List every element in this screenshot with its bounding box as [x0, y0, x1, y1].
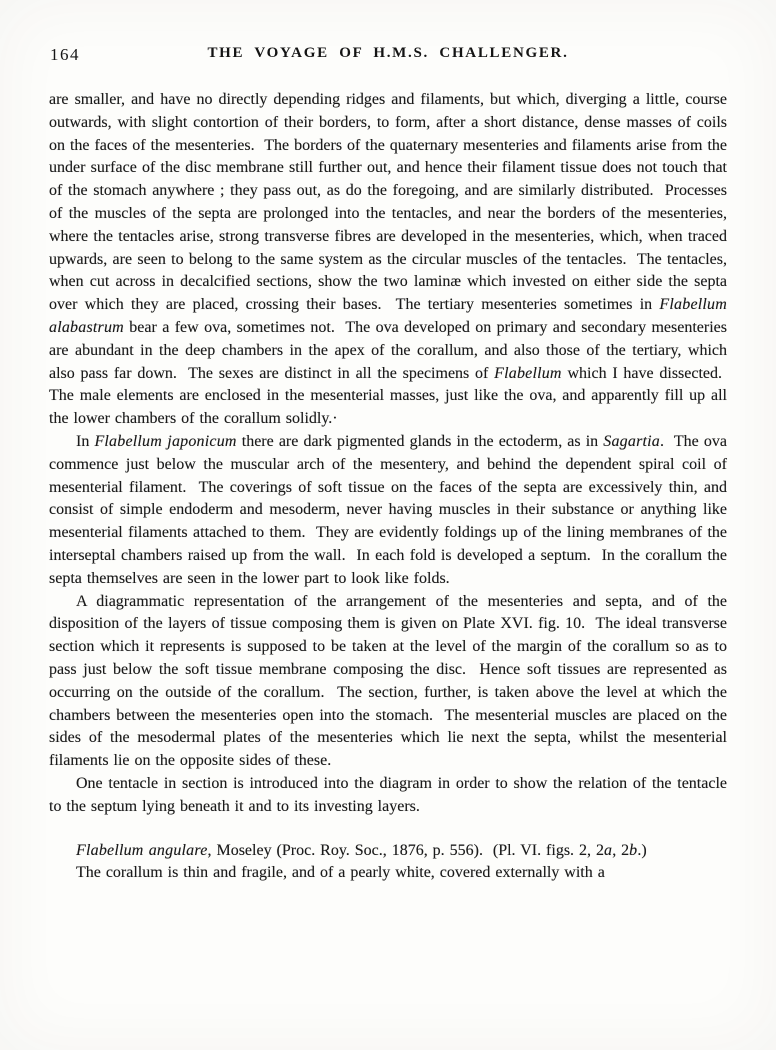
paragraph: [49, 840, 727, 863]
text-run: are smaller, and have no directly depending ridges and filaments, but which, diverging a little, course outwards, with slight contortion of their borders, to form, after a short distance, dense masses of coils on the faces of the mesenteries. The borders of the quaternary mesenteries and filaments arise from the under surface of the disc membrane still further out, and hence their filament tissue does not touch that of the stomach anywhere ; they pass out, as do the foregoing, and are similarly distributed. Processes of the muscles of the septa are prolonged into the tentacles, and near the borders of the mesenteries, where the tentacles arise, strong transverse fibres are developed in the mesenteries, which, when traced upwards, are seen to belong to the same system as the circular muscles of the tentacles. The tentacles, when cut across in decalcified sections, show the two laminæ which invested on either side the septa over which they are placed, crossing their bases. The tertiary mesenteries sometimes in: [49, 91, 727, 314]
paragraph: [49, 862, 727, 885]
text-run: The corallum is thin and fragile, and of a pearly white, covered externally with a: [76, 864, 605, 882]
italic-text-run: Flabellum japonicum: [94, 432, 237, 450]
paragraph: [49, 431, 727, 591]
paragraph: [49, 591, 727, 773]
italic-text-run: Flabellum alabastrum: [49, 296, 727, 336]
italic-text-run: Flabellum: [494, 364, 562, 382]
text-run: In: [76, 432, 95, 450]
text-run: A diagrammatic representation of the arrangement of the mesenteries and septa, and of the disposition of the layers of tissue composing them is given on Plate XVI. fig. 10. The ideal transverse section which it represents is supposed to be taken at the level of the margin of the corallum so as to pass just below the soft tissue membrane composing the disc. Hence soft tissues are represented as occurring on the outside of the corallum. The section, further, is taken above the level at which the chambers between the mesenteries open into the stomach. The mesenterial muscles are placed on the sides of the mesodermal plates of the mesenteries which lie next the septa, whilst the mesenterial filaments lie on the opposite sides of these.: [49, 592, 727, 770]
page-header: [49, 44, 727, 64]
text-run: there are dark pigmented glands in the ectoderm, as in: [236, 432, 604, 450]
text-run: .): [637, 841, 647, 859]
italic-text-run: Sagartia: [603, 432, 660, 450]
page-number: 164: [50, 45, 80, 64]
running-title: THE VOYAGE OF H.M.S. CHALLENGER.: [207, 45, 569, 61]
text-run: , 2: [612, 841, 630, 859]
text-run: which I have dissected. The male elements are enclosed in the mesenterial masses, just like the ova, and apparently fill up all the lower chambers of the corallum solidly.·: [49, 364, 727, 428]
paragraph: [49, 773, 727, 819]
text-run: , Moseley (Proc. Roy. Soc., 1876, p. 556). (Pl. VI. figs. 2, 2: [207, 841, 604, 859]
italic-text-run: b: [629, 841, 638, 859]
paragraph: [49, 89, 727, 431]
italic-text-run: a: [603, 841, 613, 859]
body-text: [49, 89, 727, 885]
italic-text-run: Flabellum angulare: [76, 841, 208, 859]
text-run: bear a few ova, sometimes not. The ova developed on primary and secondary mesenteries are abundant in the deep chambers in the apex of the corallum, and also those of the tertiary, which also pass far down. The sexes are distinct in all the specimens of: [49, 318, 727, 382]
text-run: One tentacle in section is introduced into the diagram in order to show the relation of the tentacle to the septum lying beneath it and to its investing layers.: [49, 774, 727, 815]
text-run: . The ova commence just below the muscular arch of the mesentery, and behind the dependent spiral coil of mesenterial filament. The coverings of soft tissue on the faces of the septa are excessively thin, and consist of simple endoderm and mesoderm, never having muscles in their substance or anything like mesenterial filaments attached to them. They are evidently foldings up of the lining membranes of the interseptal chambers raised up from the wall. In each fold is developed a septum. In the corallum the septa themselves are seen in the lower part to look like folds.: [49, 432, 727, 587]
